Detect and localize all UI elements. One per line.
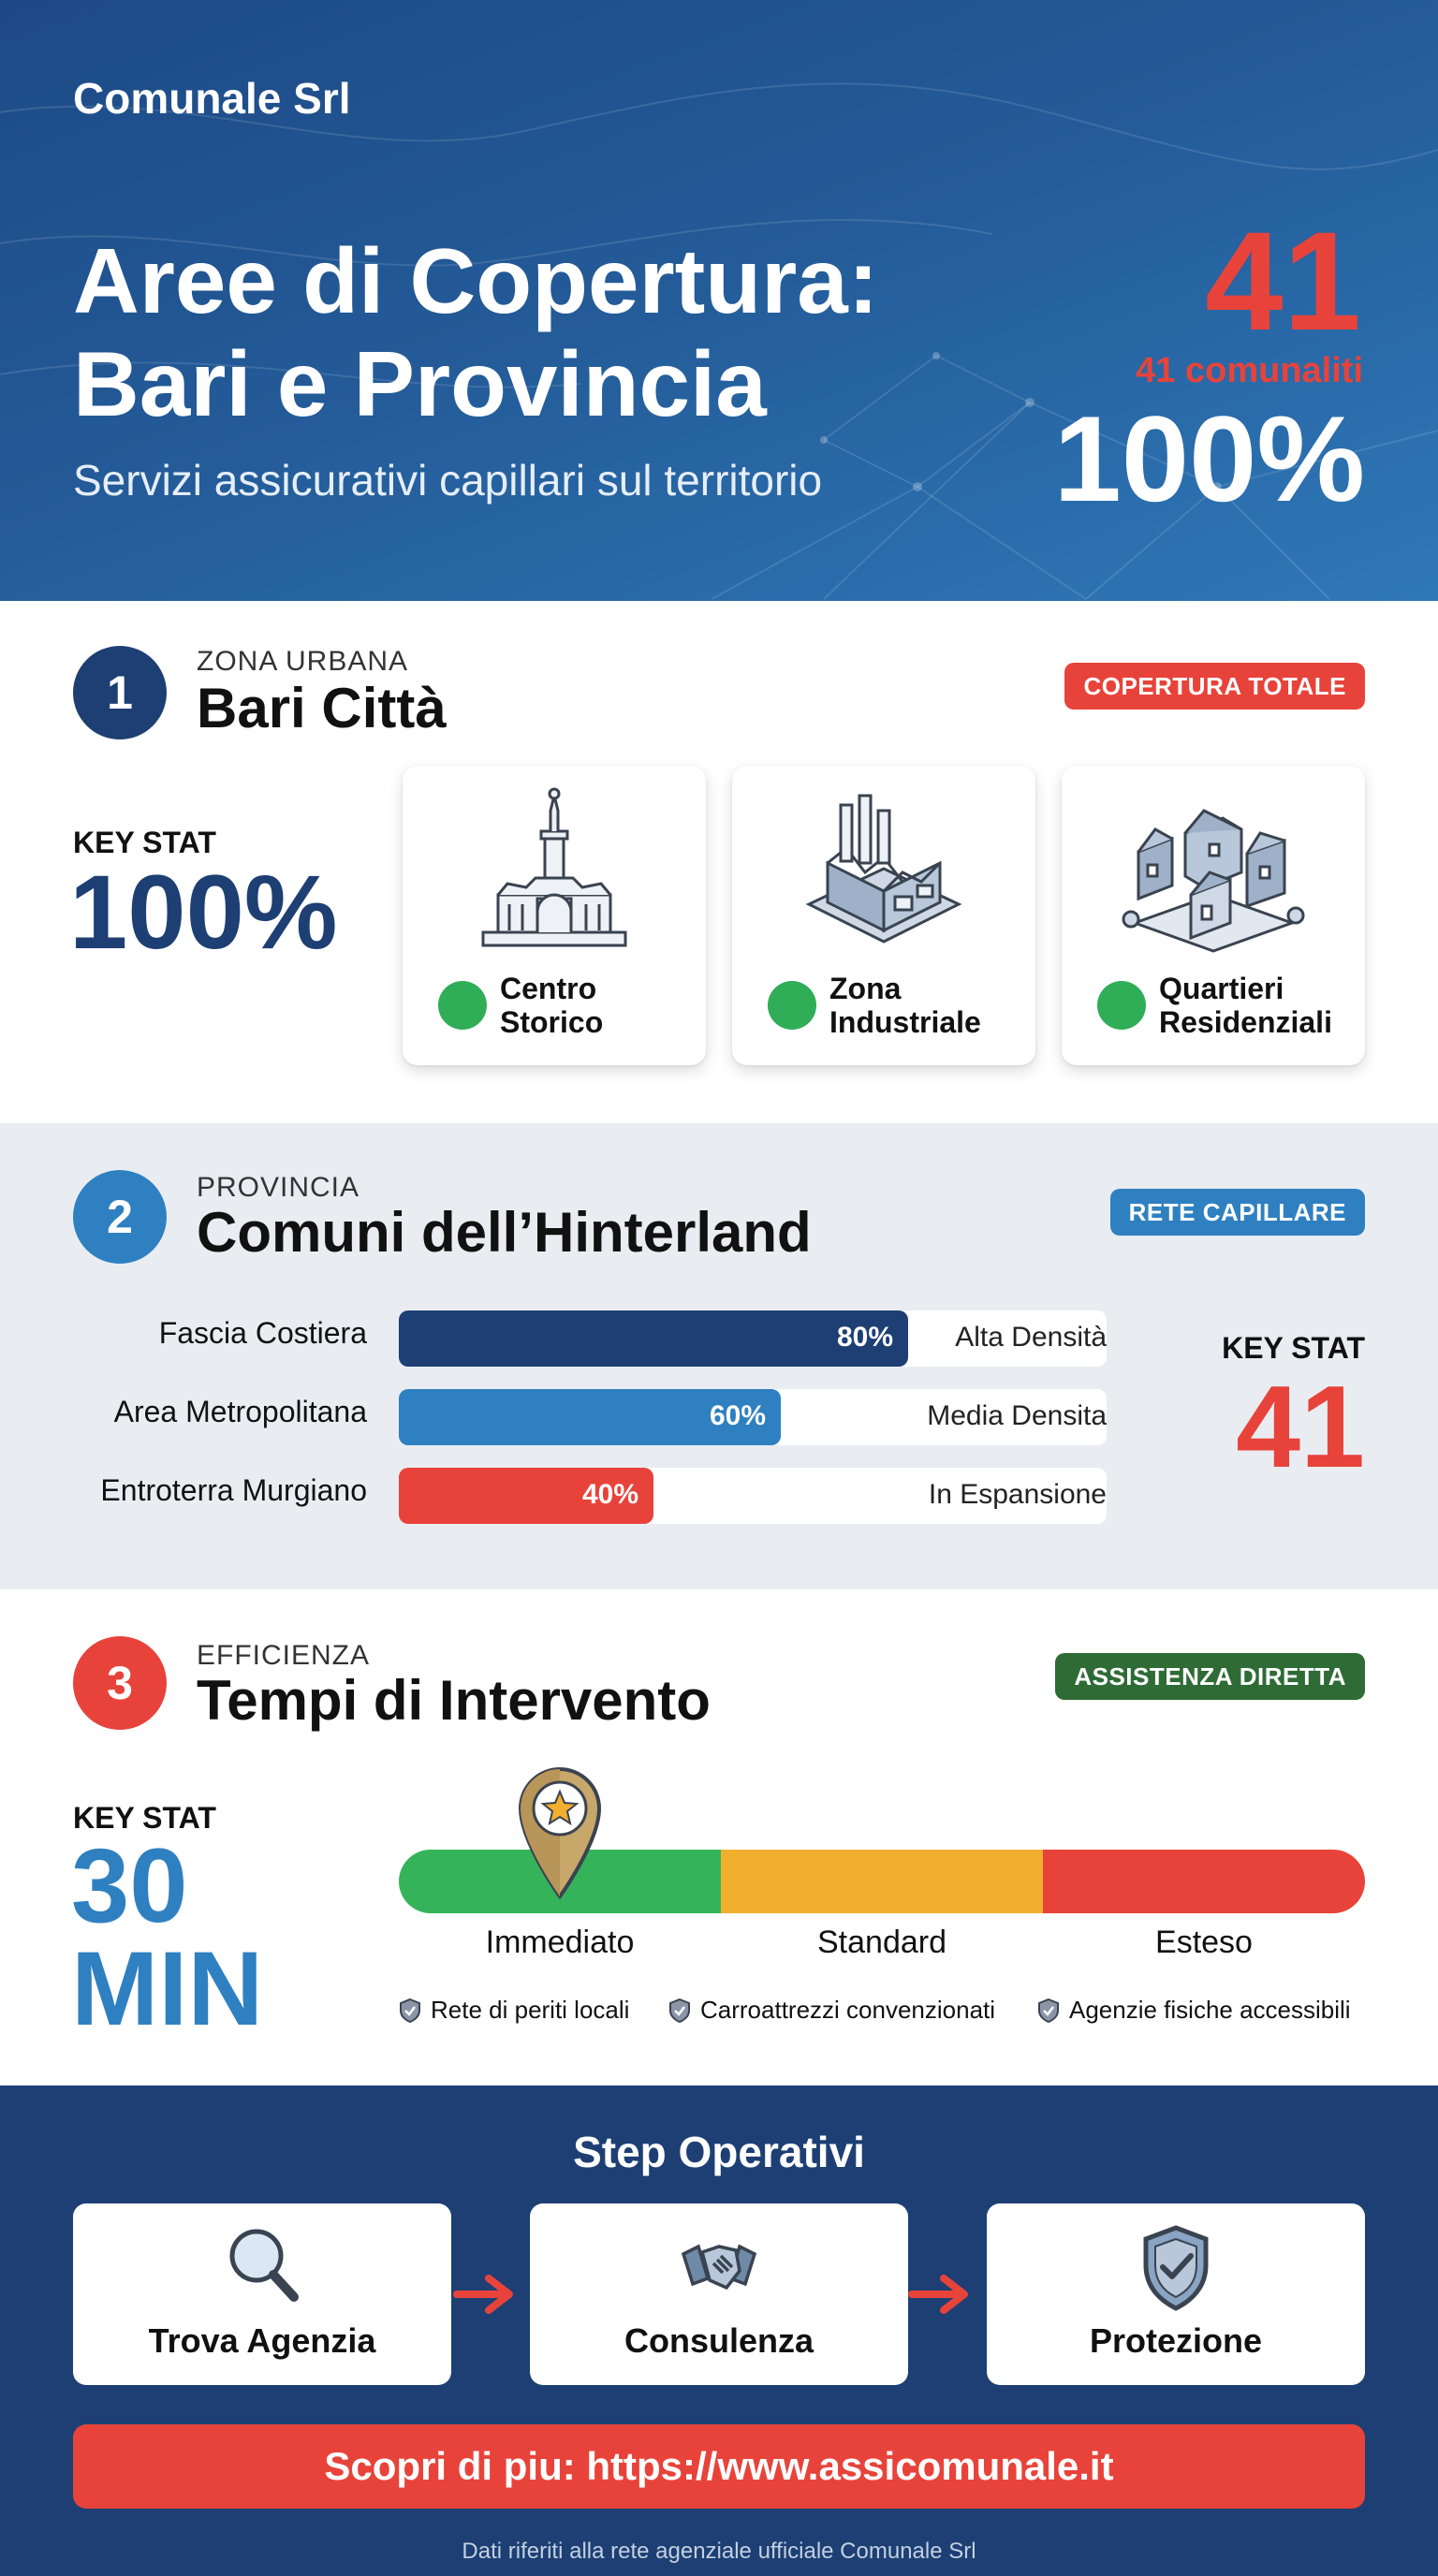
density-bar-row: [0, 1464, 1438, 1522]
page-title: [73, 229, 878, 435]
header-stat-label: 41 comunaliti: [1136, 351, 1363, 390]
key-stat-value: [71, 1827, 264, 2047]
factory-icon: [800, 783, 968, 960]
scale-label-immediato: Immediato: [485, 1925, 635, 1960]
step-card-trova-agenzia: [73, 2203, 451, 2385]
section-province: [0, 1123, 1438, 1589]
monument-icon: [470, 783, 638, 960]
section-title: Tempi di Intervento: [197, 1669, 711, 1732]
scale-segment-esteso: [1043, 1850, 1365, 1913]
area-card-centro-storico: [403, 766, 706, 1065]
area-card-label: [500, 972, 603, 1039]
section-number: 3: [73, 1636, 167, 1730]
key-stat-value: 100%: [69, 854, 338, 971]
check-icon: [438, 981, 487, 1030]
step-label: Consulenza: [624, 2321, 814, 2360]
header-stat-number: 41: [1205, 202, 1361, 359]
section-urban-zone: [0, 601, 1438, 1123]
shield-check-icon: [668, 1998, 691, 2024]
area-card-zona-industriale: [732, 766, 1035, 1065]
map-pin-star-icon: [513, 1760, 607, 1900]
status-badge: ASSISTENZA DIRETTA: [1055, 1653, 1365, 1700]
feature-label: Agenzie fisiche accessibili: [1069, 1996, 1351, 2024]
steps-title: Step Operativi: [573, 2128, 865, 2176]
step-card-protezione: [987, 2203, 1365, 2385]
density-bar-description: In Espansione: [928, 1479, 1107, 1510]
feature-item: [668, 1996, 995, 2025]
density-bar-label: Area Metropolitana: [113, 1395, 367, 1428]
status-badge: COPERTURA TOTALE: [1064, 663, 1365, 710]
area-card-quartieri-residenziali: [1062, 766, 1365, 1065]
hero-header: [0, 0, 1438, 601]
key-stat-number: 30: [71, 1827, 188, 1944]
page-subtitle: Servizi assicurativi capillari sul territorio: [73, 456, 823, 505]
density-bar-row: [0, 1385, 1438, 1443]
magnifier-icon: [225, 2222, 300, 2316]
title-line-2: Bari e Provincia: [73, 332, 767, 435]
key-stat-label: KEY STAT: [73, 826, 216, 859]
section-operational-steps: [0, 2086, 1438, 2576]
scale-segment-standard: [721, 1850, 1043, 1913]
check-icon: [768, 981, 816, 1030]
step-label: Protezione: [1089, 2321, 1263, 2360]
area-card-label-line2: Industriale: [829, 1005, 981, 1039]
density-bar-label: Entroterra Murgiano: [100, 1473, 367, 1507]
step-label: Trova Agenzia: [148, 2321, 376, 2360]
area-card-label: [1159, 972, 1332, 1039]
section-number: 2: [73, 1170, 167, 1264]
area-card-label-line1: Quartieri: [1159, 972, 1284, 1005]
key-stat-unit: MIN: [71, 1930, 264, 2047]
key-stat-label: KEY STAT: [73, 1801, 216, 1835]
feature-item: [399, 1996, 629, 2025]
feature-item: [1037, 1996, 1351, 2025]
area-card-label-line1: Zona: [829, 972, 902, 1005]
area-card-label-line1: Centro: [500, 972, 597, 1005]
section-number: 1: [73, 646, 167, 739]
check-icon: [1097, 981, 1146, 1030]
arrow-right-icon: [453, 2273, 517, 2316]
footer-note: Dati riferiti alla rete agenziale ufficiale Comunale Srl: [462, 2539, 976, 2564]
density-bar-description: Alta Densità: [955, 1322, 1107, 1353]
feature-label: Rete di periti locali: [431, 1996, 630, 2024]
section-efficiency: [0, 1589, 1438, 2086]
arrow-right-icon: [908, 2273, 972, 2316]
section-kicker: ZONA URBANA: [197, 646, 409, 677]
area-card-label-line2: Residenziali: [1159, 1005, 1332, 1039]
section-title: Bari Città: [197, 677, 447, 739]
cta-button[interactable]: Scopri di piu: https://www.assicomunale.it: [73, 2424, 1365, 2509]
header-stat-percent: 100%: [1053, 390, 1365, 527]
status-badge: RETE CAPILLARE: [1110, 1189, 1365, 1236]
brand-name: Comunale Srl: [73, 74, 351, 123]
scale-label-esteso: Esteso: [1155, 1925, 1253, 1960]
key-stat-value: 41: [1236, 1363, 1365, 1492]
section-kicker: PROVINCIA: [197, 1172, 360, 1203]
feature-label: Carroattrezzi convenzionati: [700, 1996, 996, 2024]
shield-check-icon: [1037, 1998, 1060, 2024]
title-line-1: Aree di Copertura:: [73, 229, 879, 332]
shield-check-icon: [1138, 2222, 1213, 2316]
houses-icon: [1120, 783, 1307, 960]
handshake-icon: [672, 2222, 766, 2316]
density-bar-percent: 40%: [581, 1479, 638, 1510]
density-bar-label: Fascia Costiera: [158, 1316, 367, 1350]
scale-label-standard: Standard: [817, 1925, 946, 1960]
section-kicker: EFFICIENZA: [197, 1640, 371, 1671]
shield-check-icon: [399, 1998, 421, 2024]
key-stat-label: KEY STAT: [1222, 1331, 1365, 1365]
section-title: Comuni dell’Hinterland: [197, 1201, 812, 1264]
area-card-label: [829, 972, 981, 1039]
step-card-consulenza: [530, 2203, 908, 2385]
density-bar-percent: 60%: [709, 1400, 766, 1431]
density-bar-description: Media Densita: [927, 1400, 1107, 1431]
density-bar-percent: 80%: [836, 1322, 893, 1353]
area-card-label-line2: Storico: [500, 1005, 604, 1039]
